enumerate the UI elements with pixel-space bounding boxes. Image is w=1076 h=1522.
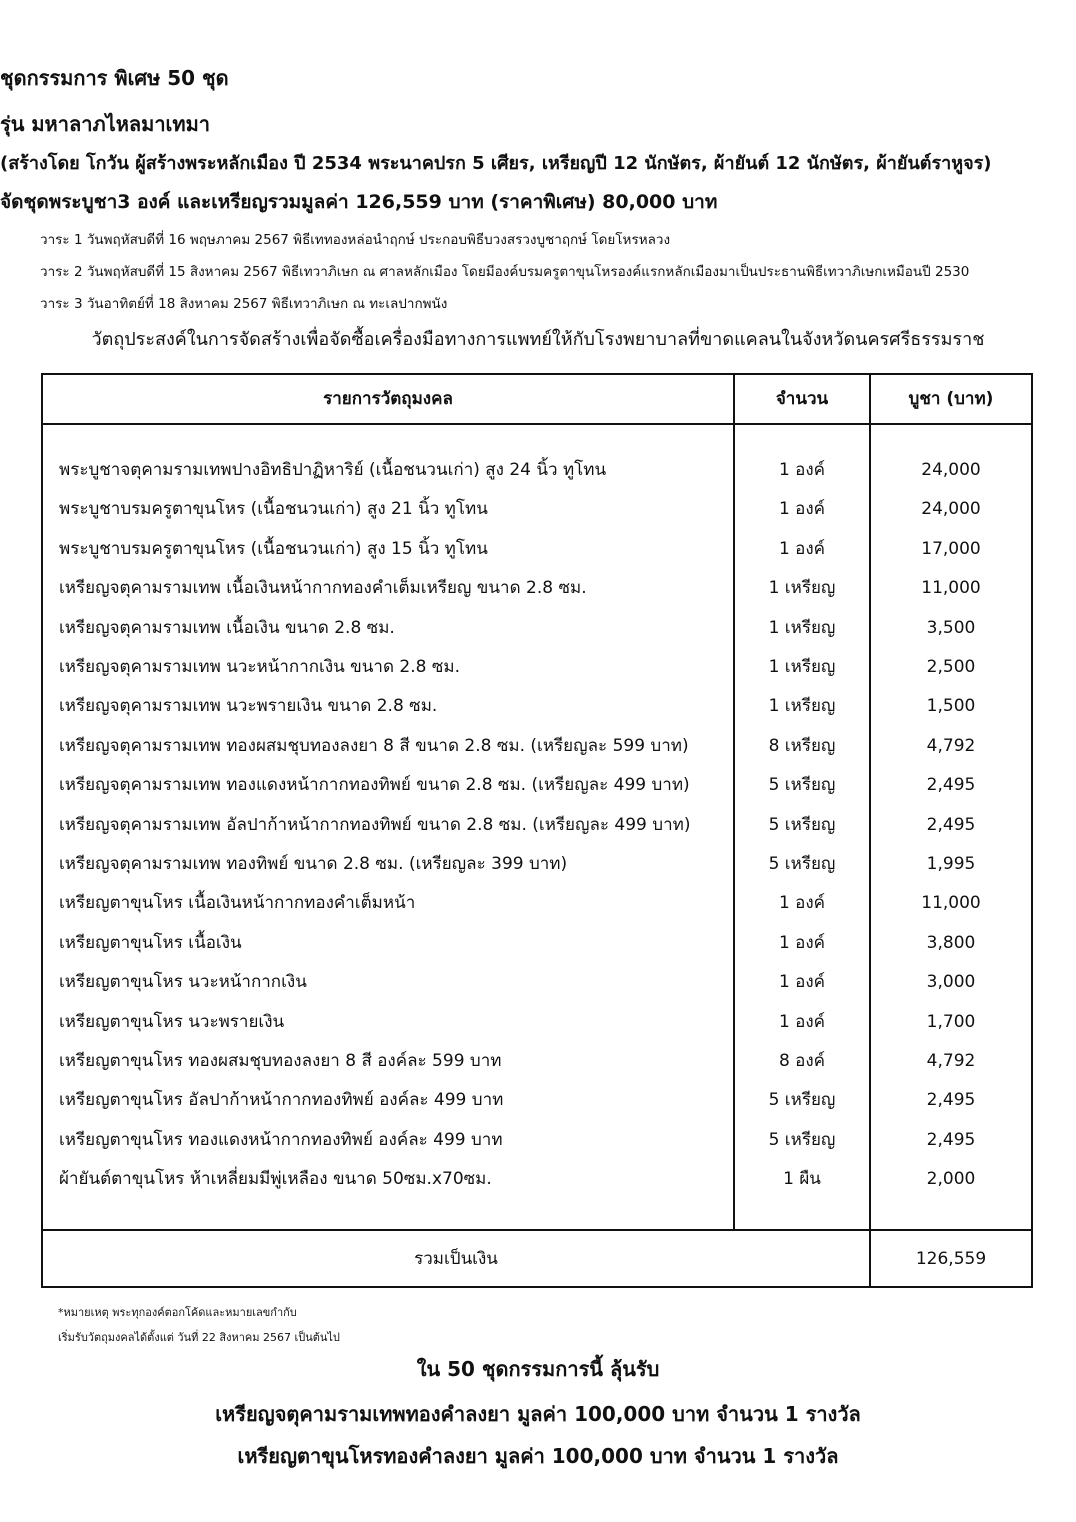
title-line-4: จัดชุดพระบูชา3 องค์ และเหรียญรวมมูลค่า 126,559 บาท (ราคาพิเศษ) 80,000 บาท [0, 191, 718, 213]
header-divider [43, 423, 1031, 425]
item-price: 24,000 [921, 499, 981, 520]
item-price: 2,495 [926, 1090, 976, 1111]
total-label: รวมเป็นเงิน [414, 1249, 498, 1269]
item-qty: 1 องค์ [778, 932, 826, 953]
item-name: เหรียญจตุคามรามเทพ ทองแดงหน้ากากทองทิพย์ ขนาด 2.8 ซม. (เหรียญละ 499 บาท) [59, 775, 690, 796]
item-qty: 5 เหรียญ [768, 1090, 836, 1111]
item-price: 4,792 [926, 1051, 976, 1071]
item-name: พระบูชาบรมครูตาขุนโหร (เนื้อชนวนเก่า) สูง 21 นิ้ว ทูโทน [59, 499, 488, 520]
item-price: 2,500 [926, 657, 976, 677]
title-line-3: (สร้างโดย โกวัน ผู้สร้างพระหลักเมือง ปี 2534 พระนาคปรก 5 เศียร, เหรียญปี 12 นักษัตร, ผ้ายันต์ 12 นักษัตร, ผ้ายันต์ราหูจร) [0, 153, 992, 174]
item-name: เหรียญจตุคามรามเทพ นวะพรายเงิน ขนาด 2.8 ซม. [59, 696, 438, 717]
item-name: เหรียญจตุคามรามเทพ อัลปาก้าหน้ากากทองทิพย์ ขนาด 2.8 ซม. (เหรียญละ 499 บาท) [59, 814, 691, 835]
item-price: 3,000 [926, 972, 976, 993]
table-row [43, 609, 1031, 648]
item-price: 2,495 [926, 1129, 976, 1150]
table-row [43, 1160, 1031, 1199]
item-qty: 8 องค์ [778, 1051, 826, 1071]
item-qty: 1 องค์ [778, 1011, 826, 1032]
ceremony-round-2: วาระ 2 วันพฤหัสบดีที่ 15 สิงหาคม 2567 พิธีเทวาภิเษก ณ ศาลหลักเมือง โดยมีองค์บรมครูตาขุนโหรองค์แรกหลักเมืองมาเป็นประธานพิธีเทวาภิเษกเหมือนปี 2530 [40, 264, 970, 280]
items-table [41, 373, 1033, 1288]
table-row [43, 884, 1031, 923]
item-name: เหรียญจตุคามรามเทพ เนื้อเงิน ขนาด 2.8 ซม. [59, 617, 395, 638]
table-row [43, 530, 1031, 569]
item-name: เหรียญจตุคามรามเทพ นวะหน้ากากเงิน ขนาด 2.8 ซม. [59, 657, 460, 677]
table-row [43, 727, 1031, 766]
item-qty: 5 เหรียญ [768, 854, 836, 874]
item-price: 11,000 [921, 893, 981, 914]
title-line-2: รุ่น มหาลาภไหลมาเทมา [0, 112, 210, 136]
table-row [43, 687, 1031, 726]
item-qty: 5 เหรียญ [768, 814, 836, 835]
note-remark: *หมายเหตุ พระทุกองค์ตอกโค้ดและหมายเลขกำกับ [58, 1306, 297, 1319]
item-qty: 5 เหรียญ [768, 775, 836, 796]
item-price: 1,700 [926, 1011, 976, 1032]
item-qty: 1 ผืน [783, 1169, 821, 1190]
prize-line-2: เหรียญตาขุนโหรทองคำลงยา มูลค่า 100,000 บาท จำนวน 1 รางวัล [237, 1444, 839, 1468]
item-name: เหรียญตาขุนโหร อัลปาก้าหน้ากากทองทิพย์ องค์ละ 499 บาท [59, 1090, 504, 1111]
item-qty: 8 เหรียญ [768, 735, 836, 756]
item-price: 11,000 [921, 578, 981, 599]
item-qty: 1 เหรียญ [768, 657, 836, 677]
total-value: 126,559 [915, 1249, 987, 1269]
table-row [43, 1042, 1031, 1081]
item-qty: 1 เหรียญ [768, 617, 836, 638]
table-row [43, 806, 1031, 845]
item-name: เหรียญจตุคามรามเทพ ทองผสมชุบทองลงยา 8 สี ขนาด 2.8 ซม. (เหรียญละ 599 บาท) [59, 735, 689, 756]
item-price: 2,000 [926, 1169, 976, 1190]
item-qty: 5 เหรียญ [768, 1129, 836, 1150]
title-line-1: ชุดกรรมการ พิเศษ 50 ชุด [0, 66, 229, 90]
item-qty: 1 องค์ [778, 972, 826, 993]
item-name: พระบูชาจตุคามรามเทพปางอิทธิปาฏิหาริย์ (เนื้อชนวนเก่า) สูง 24 นิ้ว ทูโทน [59, 460, 607, 480]
item-qty: 1 องค์ [778, 538, 826, 559]
header-price: บูชา (บาท) [908, 389, 994, 409]
table-row [43, 1003, 1031, 1042]
table-row [43, 1121, 1031, 1160]
item-qty: 1 เหรียญ [768, 696, 836, 717]
note-start-date: เริ่มรับวัตถุมงคลได้ตั้งแต่ วันที่ 22 สิงหาคม 2567 เป็นต้นไป [58, 1331, 340, 1344]
header-qty: จำนวน [775, 389, 829, 409]
item-name: เหรียญตาขุนโหร นวะหน้ากากเงิน [59, 972, 307, 993]
item-qty: 1 องค์ [778, 499, 826, 520]
table-row [43, 766, 1031, 805]
item-price: 3,800 [926, 932, 976, 953]
table-row [43, 648, 1031, 687]
item-price: 2,495 [926, 775, 976, 796]
item-name: เหรียญจตุคามรามเทพ เนื้อเงินหน้ากากทองคำเต็มเหรียญ ขนาด 2.8 ซม. [59, 578, 587, 599]
item-price: 1,995 [926, 854, 976, 874]
table-row [43, 569, 1031, 608]
item-price: 17,000 [921, 538, 981, 559]
item-price: 1,500 [926, 696, 976, 717]
item-price: 24,000 [921, 460, 981, 480]
item-qty: 1 องค์ [778, 460, 826, 480]
purpose-statement: วัตถุประสงค์ในการจัดสร้างเพื่อจัดซื้อเครื่องมือทางการแพทย์ให้กับโรงพยาบาลที่ขาดแคลนในจังหวัดนครศรีธรรมราช [91, 329, 985, 350]
table-row [43, 963, 1031, 1002]
item-name: เหรียญตาขุนโหร ทองแดงหน้ากากทองทิพย์ องค์ละ 499 บาท [59, 1129, 503, 1150]
prize-line-1: เหรียญจตุคามรามเทพทองคำลงยา มูลค่า 100,000 บาท จำนวน 1 รางวัล [215, 1402, 861, 1426]
item-name: เหรียญจตุคามรามเทพ ทองทิพย์ ขนาด 2.8 ซม. (เหรียญละ 399 บาท) [59, 854, 568, 874]
item-price: 3,500 [926, 617, 976, 638]
item-price: 2,495 [926, 814, 976, 835]
prize-heading: ใน 50 ชุดกรรมการนี้ ลุ้นรับ [416, 1357, 660, 1381]
item-name: พระบูชาบรมครูตาขุนโหร (เนื้อชนวนเก่า) สูง 15 นิ้ว ทูโทน [59, 538, 488, 559]
item-price: 4,792 [926, 735, 976, 756]
table-row [43, 490, 1031, 529]
item-name: เหรียญตาขุนโหร นวะพรายเงิน [59, 1011, 285, 1032]
table-row [43, 924, 1031, 963]
item-name: เหรียญตาขุนโหร เนื้อเงิน [59, 932, 242, 953]
ceremony-round-1: วาระ 1 วันพฤหัสบดีที่ 16 พฤษภาคม 2567 พิธีเททองหล่อนำฤกษ์ ประกอบพิธีบวงสรวงบูชาฤกษ์ โดยโหรหลวง [40, 232, 671, 248]
ceremony-round-3: วาระ 3 วันอาทิตย์ที่ 18 สิงหาคม 2567 พิธีเทวาภิเษก ณ ทะเลปากพนัง [40, 296, 448, 312]
table-row [43, 845, 1031, 884]
item-qty: 1 เหรียญ [768, 578, 836, 599]
header-item: รายการวัตถุมงคล [323, 389, 453, 409]
item-name: ผ้ายันต์ตาขุนโหร ห้าเหลี่ยมมีพู่เหลือง ขนาด 50ซม.x70ซม. [59, 1169, 492, 1190]
table-row [43, 451, 1031, 490]
item-qty: 1 องค์ [778, 893, 826, 914]
item-name: เหรียญตาขุนโหร ทองผสมชุบทองลงยา 8 สี องค์ละ 599 บาท [59, 1051, 502, 1071]
item-name: เหรียญตาขุนโหร เนื้อเงินหน้ากากทองคำเต็มหน้า [59, 893, 416, 914]
table-row [43, 1081, 1031, 1120]
